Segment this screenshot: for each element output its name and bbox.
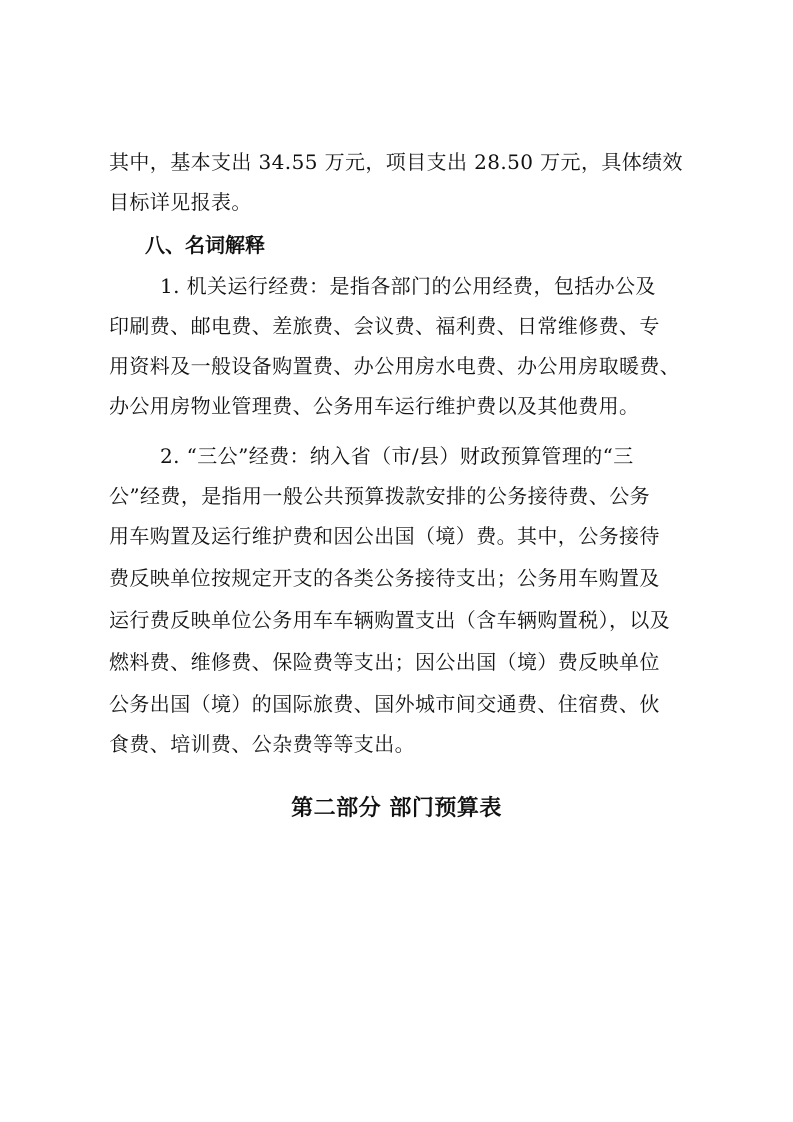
definition-2-line: 公”经费，是指用一般公共预算拨款安排的公务接待费、公务	[109, 484, 651, 508]
paragraph-line: 其中，基本支出 34.55 万元，项目支出 28.50 万元，具体绩效	[109, 150, 683, 174]
definition-2-line: 用车购置及运行维护费和因公出国（境）费。其中，公务接待	[109, 524, 660, 548]
definition-2-line: 费反映单位按规定开支的各类公务接待支出；公务用车购置及	[109, 566, 660, 590]
definition-1-line: 印刷费、邮电费、差旅费、会议费、福利费、日常维修费、专	[109, 314, 660, 338]
definition-1-line: 用资料及一般设备购置费、办公用房水电费、办公用房取暖费、	[109, 354, 681, 378]
definition-1-line: 1. 机关运行经费：是指各部门的公用经费，包括办公及	[160, 274, 656, 298]
section-heading: 八、名词解释	[145, 233, 265, 257]
definition-2-line: 食费、培训费、公杂费等等支出。	[109, 732, 415, 756]
paragraph-line: 目标详见报表。	[109, 190, 252, 214]
definition-1-line: 办公用房物业管理费、公务用车运行维护费以及其他费用。	[109, 394, 640, 418]
part-title: 第二部分 部门预算表	[291, 795, 502, 821]
definition-2-line: 2. “三公”经费：纳入省（市/县）财政预算管理的“三	[160, 444, 634, 468]
definition-2-line: 燃料费、维修费、保险费等支出；因公出国（境）费反映单位	[109, 650, 660, 674]
definition-2-line: 运行费反映单位公务用车车辆购置支出（含车辆购置税），以及	[109, 608, 671, 632]
definition-2-line: 公务出国（境）的国际旅费、国外城市间交通费、住宿费、伙	[109, 692, 660, 716]
